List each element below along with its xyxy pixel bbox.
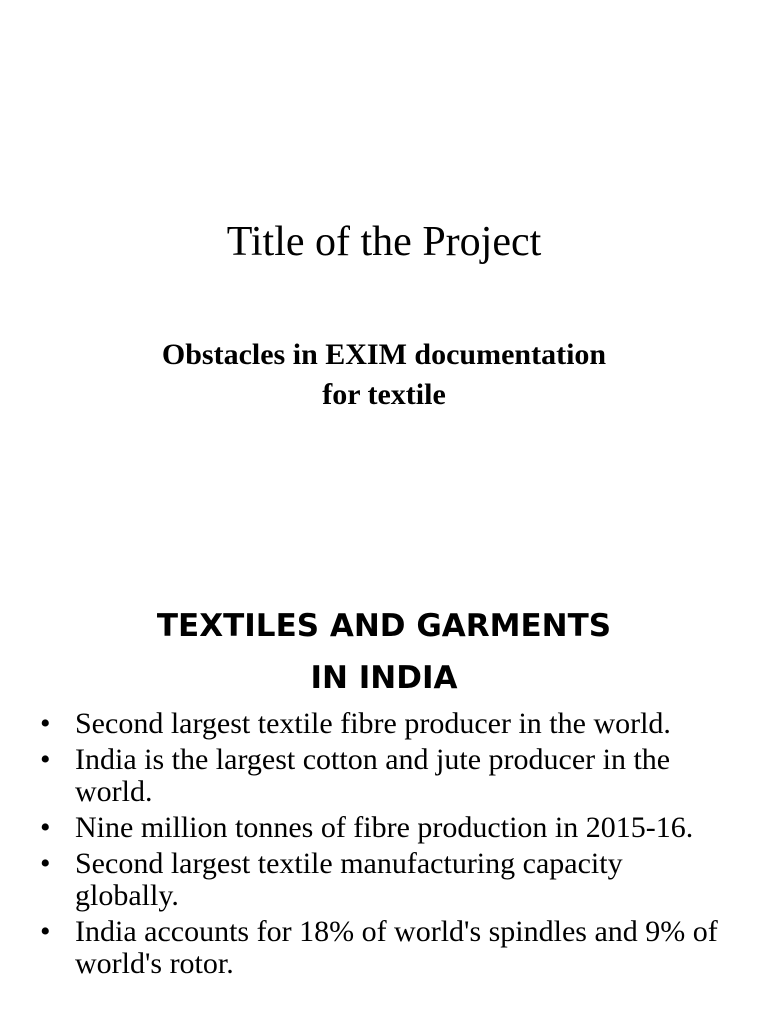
fact-list-item	[0, 916, 768, 980]
bullet-icon: •	[40, 811, 51, 844]
bullet-icon: •	[40, 847, 51, 880]
fact-list-item	[0, 848, 768, 912]
project-subtitle-line-2: for textile	[322, 378, 446, 411]
fact-list	[0, 708, 768, 984]
fact-text: Second largest textile fibre producer in the world.	[75, 707, 671, 740]
fact-list-item	[0, 708, 768, 740]
fact-list-item	[0, 744, 768, 808]
fact-text: India accounts for 18% of world's spindles and 9% of world's rotor.	[75, 915, 718, 980]
fact-text: Nine million tonnes of fibre production in 2015-16.	[75, 811, 694, 844]
section-heading-line-2: IN INDIA	[310, 660, 458, 696]
fact-text: Second largest textile manufacturing capacity globally.	[75, 847, 623, 912]
project-subtitle	[0, 335, 768, 415]
fact-list-item	[0, 812, 768, 844]
project-subtitle-line-1: Obstacles in EXIM documentation	[161, 338, 607, 371]
bullet-icon: •	[40, 707, 51, 740]
section-heading	[0, 600, 768, 704]
bullet-icon: •	[40, 743, 51, 776]
bullet-icon: •	[40, 915, 51, 948]
project-title: Title of the Project	[226, 219, 542, 265]
section-heading-line-1: TEXTILES AND GARMENTS	[156, 608, 612, 644]
fact-text: India is the largest cotton and jute producer in the world.	[75, 743, 671, 808]
